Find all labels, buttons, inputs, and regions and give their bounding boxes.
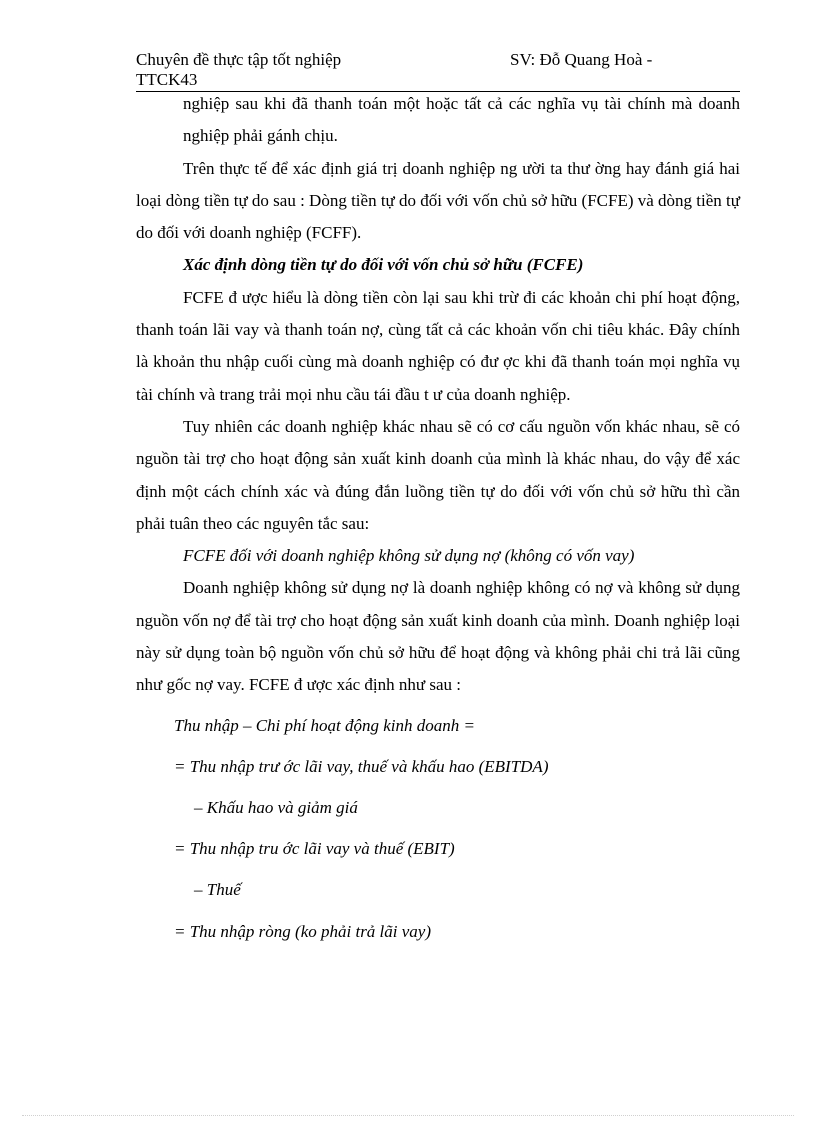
paragraph-capital-structure: Tuy nhiên các doanh nghiệp khác nhau sẽ có cơ cấu nguồn vốn khác nhau, sẽ có nguồn tài trợ cho hoạt động sản xuất kinh doanh của mình là khác nhau, do vậy để xác định một cách chính xác và đúng đắn luồng tiền tự do đối với vốn chủ sở hữu thì cần phải tuân theo các nguyên tắc sau:: [136, 416, 740, 533]
formula-line-ebit: = Thu nhập tru ớc lãi vay và thuế (EBIT): [174, 839, 455, 859]
formula-line-depreciation: – Khấu hao và giảm giá: [194, 798, 358, 818]
formula-block: [136, 705, 740, 952]
paragraph-valuation-intro: Trên thực tế để xác định giá trị doanh nghiệp ng ười ta thư ờng hay đánh giá hai loại dòng tiền tự do sau : Dòng tiền tự do đối với vốn chủ sở hữu (FCFE) và dòng tiền tự do đối với doanh nghiệp (FCFF).: [136, 158, 740, 243]
paragraph-unlevered-firm: Doanh nghiệp không sử dụng nợ là doanh nghiệp không có nợ và không sử dụng nguồn vốn nợ để tài trợ cho hoạt động sản xuất kinh doanh của mình. Doanh nghiệp loại này sử dụng toàn bộ nguồn vốn chủ sở hữu để hoạt động và không phải chi trả lãi cũng như gốc nợ vay. FCFE đ ược xác định như sau :: [136, 578, 740, 695]
paragraph-continuation: nghiệp sau khi đã thanh toán một hoặc tất cả các nghĩa vụ tài chính mà doanh nghiệp phải gánh chịu.: [183, 94, 740, 146]
document-body: [136, 88, 740, 952]
header-report-title: Chuyên đề thực tập tốt nghiệp TTCK43: [136, 50, 342, 89]
page-bottom-border: [22, 1115, 794, 1116]
formula-line-tax: – Thuế: [194, 880, 241, 900]
formula-line-ebitda: = Thu nhập trư ớc lãi vay, thuế và khấu hao (EBITDA): [174, 756, 549, 776]
header-student-name: SV: Đỗ Quang Hoà -: [510, 50, 653, 69]
formula-line-1: Thu nhập – Chi phí hoạt động kinh doanh =: [174, 715, 475, 735]
paragraph-fcfe-definition: FCFE đ ược hiểu là dòng tiền còn lại sau khi trừ đi các khoản chi phí hoạt động, thanh toán lãi vay và thanh toán nợ, cùng tất cả các khoản vốn chi tiêu khác. Đây chính là khoản thu nhập cuối cùng mà doanh nghiệp có đư ợc khi đã thanh toán mọi nghĩa vụ tài chính và trang trải mọi nhu cầu tái đầu t ư của doanh nghiệp.: [136, 287, 740, 404]
section-heading-fcfe: Xác định dòng tiền tự do đối với vốn chủ sở hữu (FCFE): [183, 255, 584, 275]
subheading-unlevered-fcfe: FCFE đối với doanh nghiệp không sử dụng nợ (không có vốn vay): [183, 546, 635, 566]
formula-line-net-income: = Thu nhập ròng (ko phải trả lãi vay): [174, 921, 432, 941]
